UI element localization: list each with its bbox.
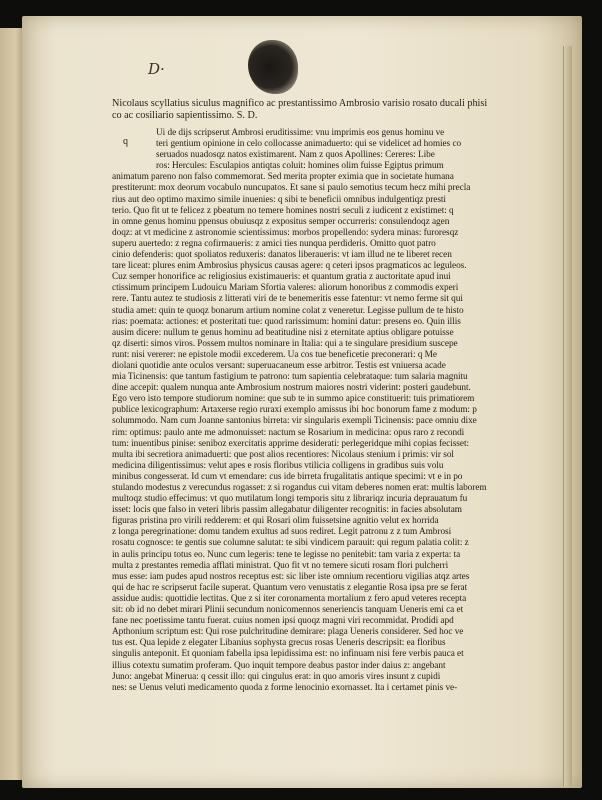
text-line: isset: locis que falso in veteri libris passim allegabatur diligenter recognitis: in facies absolutam: [112, 505, 462, 516]
text-line: rias: poemata: actiones: et posteritati tue: quod rarissimum: homini datur: presens eo. Quin illis: [112, 316, 461, 327]
body-text: [112, 128, 546, 694]
text-line: minibus congesserat. Id cum vt emendare: cus ide birreta frugalitatis antique specimi: vt e in po: [112, 471, 463, 482]
text-line: rere. Tantu autez te studiosis z litterati viri de te benemeritis esse fatentur: vt nemo ferme sit qui: [112, 294, 463, 305]
text-line: qui de hac re scripserut facile superat. Quantum vero venustatis z elegantie Rosa ipsa pre se ferat: [112, 582, 468, 593]
text-line: publice lexicographum: Artaxerse regio ruraxi exemplo amissus ibi hoc bonorum fame z modum: p: [112, 405, 477, 416]
text-line: studia amet: quin te quoqz bonarum artium nomine colat z veneretur. Legisse pullum de te histo: [112, 305, 464, 316]
text-line: ros: Hercules: Esculapios antiqtas coluit: homines olim fuisse Egiptus primum: [156, 161, 444, 172]
text-line: Cuz semper honorifice ac religiosius existimaueris: et quantum gratia z auctoritate apud inui: [112, 272, 451, 283]
text-line: tus est. Qua lepide z elegater Libanius sophysta grecus rosas Ueneris descripsit: ea floribus: [112, 638, 446, 649]
text-line: tum: inuentibus pinise: seniboz exercitatis apprime desiderati: perlegeridque mihi copias fecisset:: [112, 438, 470, 449]
text-line: rius aut deo optimo maximo simile inuenies: q sibi te beneficii omnibus indulgentiqz presti: [112, 194, 446, 205]
text-line: multa ibi secretiora animaduerti: que post alios recentiores: Nicolaus stenium i primis: vir sol: [112, 449, 454, 460]
text-line: tare liceat: plures enim Ambrosius physicus causas agere: q ceteri ipsos pragmaticos ac leguleos.: [112, 261, 467, 272]
text-line: rosatu cognosce: te gentis sue columne salutat: te sibi vindicem parauit: qui regum palatia colit: z: [112, 538, 469, 549]
text-line: singulis anteponit. Et quoniam fabella ipsa lepidissima est: no infinuam nisi fere verbis pauca et: [112, 649, 464, 660]
text-line: multa z prestantes remedia afflati ministrat. Quo fit vt no temere sicuti rosam flori pulcherri: [112, 560, 449, 571]
text-line: ctissimum principem Ludouicu Mariam Sfortia valeres: aliorum honoribus z commodis experi: [112, 283, 459, 294]
text-line: medicina diligentissimus: velut apes e rosis floribus vtilicia colligens in gradibus suis volu: [112, 460, 444, 471]
text-line: in aulis principu totus eo. Nunc cum legeris: tene te legisse no penitebit: tam varia z experta: ta: [112, 549, 461, 560]
text-line: solummodo. Nam cum Joanne santonius birreta: vir singularis exempli Ticinensis: pace omniu dixe: [112, 416, 477, 427]
text-line: ausim dicere: nullum te genus hominu ad beatitudine nisi z eternitate aptius obligare potuisse: [112, 327, 454, 338]
text-line: Ui de dijs scripserut Ambrosi eruditissime: vnu imprimis eos genus hominu ve: [156, 128, 445, 138]
text-line: Apthonium scriptum est: Qui rose pulchritudine demirare: plaga Ueneris considerer. Sed hoc ve: [112, 627, 464, 638]
text-line: mia Ticinensis: que tantum fastigium te patrono: tum sapientia celebrataque: tum salaria magnitu: [112, 372, 468, 383]
text-line: qz diserti: simos viros. Possem multos nominare in Italia: qui a te singulare presidium suscepe: [112, 338, 458, 349]
text-line: cinio defenderis: quot spoliatos reduxeris: danatos liberaueris: vt iam illud ne te liberet recen: [112, 250, 452, 261]
text-line: animatum pareno non falso commemorat. Sed merita propter eximia que in societate humana: [112, 172, 454, 183]
text-line: runt: nisi vererer: ne epistole modii excederem. Ua cos tue beneficetie preconerari: q Me: [112, 349, 437, 360]
text-line: diolani quotidie ante oculos versant: superuacaneum esse arbitror. Testis est vniuersa acade: [112, 360, 446, 371]
text-line: Juno: angebat Minerua: q cessit illo: qui cingulus erat: in quo amoris vires insunt z cupidi: [112, 671, 441, 682]
text-line: sit: ob id no debet mirari Plinii secundum nonicomennos seneriencis tanquam Ueneris emi ca et: [112, 605, 464, 616]
page-fore-edge: [563, 46, 572, 786]
text-line: doqz: at vt medicine z astronomie scientissimus: morbos propellendo: sydera minas: furoresqz: [112, 227, 459, 238]
dedication-header: [112, 98, 542, 122]
text-line: dine accepit: qualem nunqua ante Ambrosium nostrum maiores nostri viderint: posteri gaudebunt.: [112, 383, 471, 394]
text-line: seruados nuadosqz natos existimarent. Nam z quos Apollines: Cereres: Libe: [156, 150, 435, 161]
text-line: rim: optimus: paulo ante me admonuisset: nactum se Rosarium in medicina: opus raro z recondi: [112, 427, 465, 438]
text-line: superu auertedo: z regna cofirmaueris: z amici ties nunqua perdideris. Omitto quot patro: [112, 238, 436, 249]
text-line: teri gentium opinione in celo collocasse animaduerto: qui se videlicet ad homies co: [156, 139, 462, 150]
header-line: Nicolaus scyllatius siculus magnifico ac prestantissimo Ambrosio varisio rosato ducali phisi: [112, 98, 488, 109]
header-line: co ac cosiliario sapientissimo. S. D.: [112, 110, 258, 121]
handwritten-shelfmark: D·: [148, 60, 165, 78]
text-line: assidue audis: quottidie lectitas. Que z si iter coronamenta mortalium z fero apud veteres recepta: [112, 593, 467, 604]
text-line: multoqz studio effecimus: vt quo mutilatum longi temporis situ z librariqz incuria deprauatum fu: [112, 494, 468, 505]
text-line: prestiterunt: mox deorum vocabulo nuncupatos. Et sane si paulo semotius tecum hecz mihi precla: [112, 183, 471, 194]
text-line: mus esse: iam pudes apud nostros receptus est: sic liber iste omnium recentioru vigilias atqz artes: [112, 571, 470, 582]
text-line: nes: se Uenus veluti medicamento quoda z forme lenocinio exornasset. Ita i certamet pinis ve-: [112, 682, 458, 693]
text-line: figuras pristina pro virili redderem: et qui Rosari olim fuissetsine agnitio velut ex horrida: [112, 516, 439, 527]
text-line: terio. Quo fit ut te felicez z pbeatum no temere homines nostri seculi z iudicent z existimet: q: [112, 205, 454, 216]
text-line: fane nec poetissime tantu fuerat. cuius nomen ipsi quoqz magni viri recommidat. Prodidi apd: [112, 616, 454, 627]
text-line: z longa peregrinatione: domu tandem exultus ad suos rediret. Legit patronu z z tum Ambrosi: [112, 527, 452, 538]
text-line: stulando modestus z verecundus rogasset: z si rogandus cui vitam deberes nomen erat: multis laborem: [112, 483, 487, 493]
ink-stain: [248, 40, 298, 94]
text-line: in omne genus hominu ppensus obuiusqz z expositus semper occurreris: consulendoqz agen: [112, 216, 450, 227]
text-line: illius cotextu sumatim proferam. Quo inquit tempore deabus pastor inder daius z: angebant: [112, 660, 446, 671]
guide-letter: q: [123, 136, 128, 147]
text-line: Ego vero isto tempore studiorum nomine: que sub te in summo apice constituerit: tuis primatiorem: [112, 394, 475, 405]
